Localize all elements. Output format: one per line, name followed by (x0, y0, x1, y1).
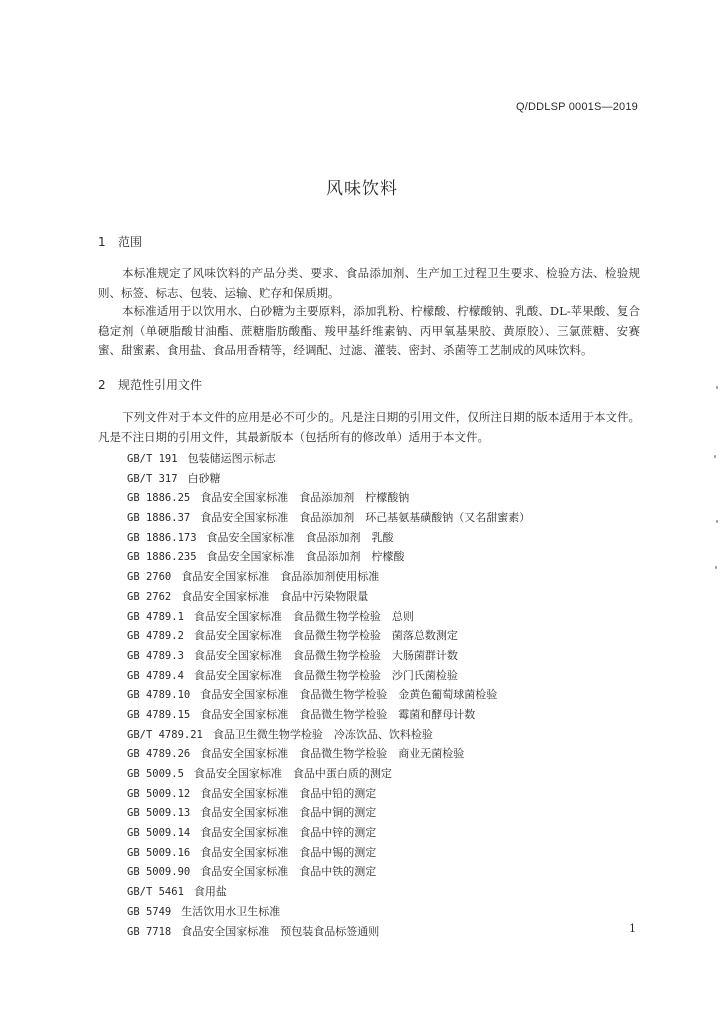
reference-code: GB 1886.235 (127, 551, 197, 564)
reference-item (127, 764, 530, 784)
section-number: 2 (98, 378, 106, 392)
reference-item (127, 666, 530, 686)
reference-item (127, 626, 530, 646)
reference-title: 食品安全国家标准 预包装食品标签通则 (181, 924, 380, 938)
reference-code: GB 1886.173 (127, 531, 197, 544)
reference-title: 食品安全国家标准 食品微生物学检验 总则 (193, 609, 414, 623)
reference-list (127, 449, 530, 941)
document-title: 风味饮料 (326, 179, 398, 199)
scope-paragraph-2: 本标准适用于以饮用水、白砂糖为主要原料，添加乳粉、柠檬酸、柠檬酸钠、乳酸、DL-苹果酸、复合稳定剂（单硬脂酸甘油酯、蔗糖脂肪酸酯、羧甲基纤维素钠、丙甲氧基果胶、黄原胶）、三氯蔗糖、安赛蜜、甜蜜素、食用盐、食品用香精等，经调配、过滤、灌装、密封、杀菌等工艺制成的风味饮料。 (98, 304, 640, 357)
reference-title: 食品安全国家标准 食品中锡的测定 (200, 845, 377, 859)
reference-code: GB 2762 (127, 590, 172, 603)
reference-title: 食用盐 (193, 885, 227, 899)
scan-speck (715, 566, 717, 569)
reference-title: 食品安全国家标准 食品中铁的测定 (200, 865, 377, 879)
reference-code: GB 1886.25 (127, 492, 191, 505)
section-title: 规范性引用文件 (118, 378, 203, 392)
document-code: Q/DDLSP 0001S—2019 (515, 101, 638, 113)
reference-code: GB 4789.2 (127, 630, 184, 643)
page-number: 1 (629, 922, 636, 935)
reference-item (127, 744, 530, 764)
reference-title: 食品安全国家标准 食品微生物学检验 金黄色葡萄球菌检验 (200, 688, 498, 702)
reference-item (127, 823, 530, 843)
reference-title: 食品卫生微生物学检验 冷冻饮品、饮料检验 (212, 727, 433, 741)
reference-title: 生活饮用水卫生标准 (181, 904, 281, 918)
reference-code: GB 5009.16 (127, 846, 191, 859)
reference-title: 食品安全国家标准 食品添加剂 环己基氨基磺酸钠（又名甜蜜素） (200, 511, 531, 525)
reference-title: 食品安全国家标准 食品添加剂 柠檬酸钠 (200, 491, 410, 505)
reference-title: 食品安全国家标准 食品添加剂 乳酸 (206, 530, 394, 544)
reference-item (127, 607, 530, 627)
section-1-heading (98, 233, 142, 250)
section-number: 1 (98, 235, 106, 249)
reference-item (127, 508, 530, 528)
reference-title: 食品安全国家标准 食品微生物学检验 霉菌和酵母计数 (200, 707, 476, 721)
reference-code: GB 5009.14 (127, 827, 191, 840)
reference-code: GB 4789.4 (127, 669, 184, 682)
reference-code: GB 5009.13 (127, 807, 191, 820)
scan-speck (714, 455, 716, 458)
reference-code: GB 5009.12 (127, 787, 191, 800)
reference-code: GB 5009.5 (127, 768, 184, 780)
reference-title: 食品安全国家标准 食品中锌的测定 (200, 826, 377, 840)
reference-item (127, 862, 530, 882)
reference-item (127, 902, 530, 922)
reference-item (127, 547, 530, 567)
reference-title: 白砂糖 (187, 471, 221, 485)
references-intro-paragraph: 下列文件对于本文件的应用是必不可少的。凡是注日期的引用文件，仅所注日期的版本适用于本文件。凡是不注日期的引用文件，其最新版本（包括所有的修改单）适用于本文件。 (98, 410, 640, 444)
reference-code: GB 2760 (127, 571, 172, 584)
reference-title: 食品安全国家标准 食品添加剂 柠檬酸 (206, 550, 405, 564)
reference-item (127, 567, 530, 587)
reference-item (127, 449, 530, 469)
section-title: 范围 (118, 235, 143, 249)
scan-speck (716, 386, 718, 389)
reference-code: GB 5749 (127, 905, 172, 918)
reference-title: 食品安全国家标准 食品微生物学检验 商业无菌检验 (200, 747, 465, 761)
reference-title: 食品安全国家标准 食品中污染物限量 (181, 589, 369, 603)
reference-code: GB 4789.26 (127, 748, 191, 761)
reference-item (127, 882, 530, 902)
reference-code: GB/T 4789.21 (127, 728, 203, 741)
reference-title: 食品安全国家标准 食品微生物学检验 沙门氏菌检验 (193, 668, 458, 682)
reference-item (127, 843, 530, 863)
reference-item (127, 803, 530, 823)
reference-item (127, 587, 530, 607)
reference-title: 食品安全国家标准 食品中铜的测定 (200, 806, 377, 820)
reference-code: GB 5009.90 (127, 866, 191, 879)
reference-code: GB 1886.37 (127, 512, 191, 525)
reference-item (127, 469, 530, 489)
reference-item (127, 646, 530, 666)
reference-item (127, 488, 530, 508)
reference-code: GB 4789.1 (127, 610, 184, 623)
reference-code: GB 7718 (127, 925, 172, 938)
reference-title: 食品安全国家标准 食品微生物学检验 菌落总数测定 (193, 629, 458, 643)
reference-title: 食品安全国家标准 食品微生物学检验 大肠菌群计数 (193, 648, 458, 662)
reference-item (127, 528, 530, 548)
reference-item (127, 725, 530, 745)
reference-code: GB 4789.10 (127, 689, 191, 702)
reference-title: 食品安全国家标准 食品中蛋白质的测定 (193, 767, 392, 780)
reference-code: GB/T 317 (127, 472, 178, 485)
reference-title: 食品安全国家标准 食品添加剂使用标准 (181, 570, 380, 584)
scan-speck (716, 520, 718, 523)
reference-title: 包装储运图示标志 (187, 452, 276, 465)
scope-paragraph-1: 本标准规定了风味饮料的产品分类、要求、食品添加剂、生产加工过程卫生要求、检验方法、检验规则、标签、标志、包装、运输、贮存和保质期。 (98, 266, 640, 300)
reference-item (127, 685, 530, 705)
reference-item (127, 705, 530, 725)
reference-code: GB/T 5461 (127, 886, 184, 899)
reference-code: GB 4789.15 (127, 708, 191, 721)
reference-code: GB 4789.3 (127, 649, 184, 662)
section-2-heading (98, 376, 202, 393)
reference-title: 食品安全国家标准 食品中铅的测定 (200, 786, 377, 800)
reference-code: GB/T 191 (127, 453, 178, 465)
reference-item (127, 784, 530, 804)
reference-item (127, 922, 530, 942)
